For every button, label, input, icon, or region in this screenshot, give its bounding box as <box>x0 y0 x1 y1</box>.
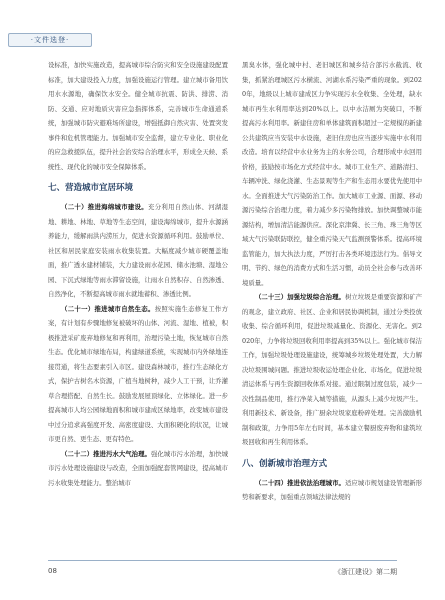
item-21-text: 按照实施生态修复工作方案，有计划有步骤地修复被破坏的山体、河流、湿地、植被，积极推进采矿废弃地修复和再利用，治理污染土地，恢复城市自然生态。优化城市绿地布局，构建绿道系统，实现城市内外绿地连接贯通，将生态要素引入市区。建设森林城市，推行生态绿化方式，保护古树名木资源，广植当地树种，减少人工干预，让乔灌草合理搭配、自然生长。鼓励发展屋顶绿化、立体绿化。进一步提高城市人均公园绿地面积和城市建成区绿地率，改变城市建设中过分追求高强度开发、高密度建设、大面积硬化的状况，让城市更自然、更生态、更有特色。 <box>48 304 229 443</box>
section-heading-7: 七、营造城市宜居环境 <box>48 183 134 193</box>
item-20-text: 充分利用自然山体、河湖湿地、耕地、林地、草地等生态空间，建设海绵城市，提升水源涵养能力，缓解雨洪内涝压力，促进水资源循环利用。鼓励单位、社区和居民家庭安装雨水收集装置。大幅度减少城市硬覆盖地面，推广透水建材铺装，大力建设雨水花园、储水池塘、湿地公园、下沉式绿地等雨水滞留设施，让雨水自然积存、自然渗透、自然净化，不断提高城市雨水就地蓄积、渗透比例。 <box>48 203 229 298</box>
item-21-lead: （二十一）推进城市自然生态。 <box>61 304 155 313</box>
footer-divider <box>48 560 397 561</box>
journal-name: 《浙江建设》第二期 <box>334 568 397 576</box>
item-24-paragraph <box>242 476 422 505</box>
section-tag: ·文件选登· <box>8 33 92 47</box>
page-number: 08 <box>48 567 57 575</box>
item-23-text: 树立垃圾是重要资源和矿产的观念，建立政府、社区、企业和居民协调机制，通过分类投放收集、综合循环利用，促进垃圾减量化、资源化、无害化。到2020年，力争将垃圾回收利用率提高到35%以上。强化城市保洁工作，加强垃圾处理设施建设，统筹城乡垃圾处理处置，大力解决垃圾围城问题。推进垃圾收运处理企业化、市场化，促进垃圾清运体系与再生资源回收体系对接。通过限制过度包装，减少一次性制品使用，推行净菜入城等措施，从源头上减少垃圾产生。利用新技术、新设备，推广厨余垃圾家庭粉碎处理。完善激励机制和政策，力争用5年左右时间，基本建立餐厨废弃物和建筑垃圾回收和再生利用体系。 <box>242 293 423 446</box>
item-23-lead: （二十三）加强垃圾综合治理。 <box>255 293 345 301</box>
right-column <box>242 58 422 505</box>
left-column <box>48 58 228 490</box>
item-24-lead: （二十四）推进依法治理城市。 <box>255 478 345 487</box>
item-20-lead: （二十）推进海绵城市建设。 <box>61 203 148 211</box>
intro-paragraph: 设标准，加快实施改造，提高城市综合防灾和安全设施建设配置标准，加大建设投入力度，加强设施运行管理。建立城市备用饮用水水源地，确保饮水安全。健全城市抗震、防洪、排涝、消防、交通、应对地质灾害应急指挥体系，完善城市生命通道系统，加强城市防灾避难场所建设，增强抵御自然灾害、处置突发事件和危机管理能力。加强城市安全监督，建立专业化、职业化的应急救援队伍，提升社会治安综合治理水平，形成全天候、系统性、现代化的城市安全保障体系。 <box>48 61 228 171</box>
item-20-paragraph <box>48 200 228 302</box>
item-21-paragraph <box>48 302 228 447</box>
item-22-text: 强化城市污水治理，加快城市污水处理设施建设与改造，全面加强配套管网建设，提高城市污水收集处理能力。整治城市 <box>48 449 229 487</box>
item-23-paragraph <box>242 290 422 450</box>
item-22-continuation: 黑臭水体，强化城中村、老旧城区和城乡结合部污水截流、收集，抓紧治理城区污水横流、河湖水系污染严重的现象。到2020年，地级以上城市建成区力争实现污水全收集、全处理，缺水城市再生水利用率达到20%以上。以中水洁厕为突破口，不断提高污水利用率。新建住房和单体建筑面积超过一定规模的新建公共建筑应当安装中水设施，老旧住房也应当逐步实施中水利用改造。培育以经营中水业务为主的水务公司，合理形成中水回用价格，鼓励按市场化方式经营中水。城市工业生产、道路清扫、车辆冲洗、绿化浇灌、生态景观等生产和生态用水要优先使用中水。全面推进大气污染防治工作。加大城市工业源、面源、移动源污染综合治理力度，着力减少多污染物排放。加快调整城市能源结构，增加清洁能源供应。深化京津冀、长三角、珠三角等区域大气污染联防联控，健全重污染天气监测预警体系。提高环境监管能力，加大执法力度，严厉打击各类环境违法行为。倡导文明、节约、绿色的消费方式和生活习惯，动员全社会参与改善环境质量。 <box>242 61 422 287</box>
item-22-lead: （二十二）推进污水大气治理。 <box>61 449 151 458</box>
section-heading-8: 八、创新城市治理方式 <box>242 458 328 469</box>
item-22-paragraph <box>48 447 228 491</box>
item-24-text: 适应城市规划建设管理新形势和新要求，加强重点领域法律法规的 <box>242 478 423 501</box>
